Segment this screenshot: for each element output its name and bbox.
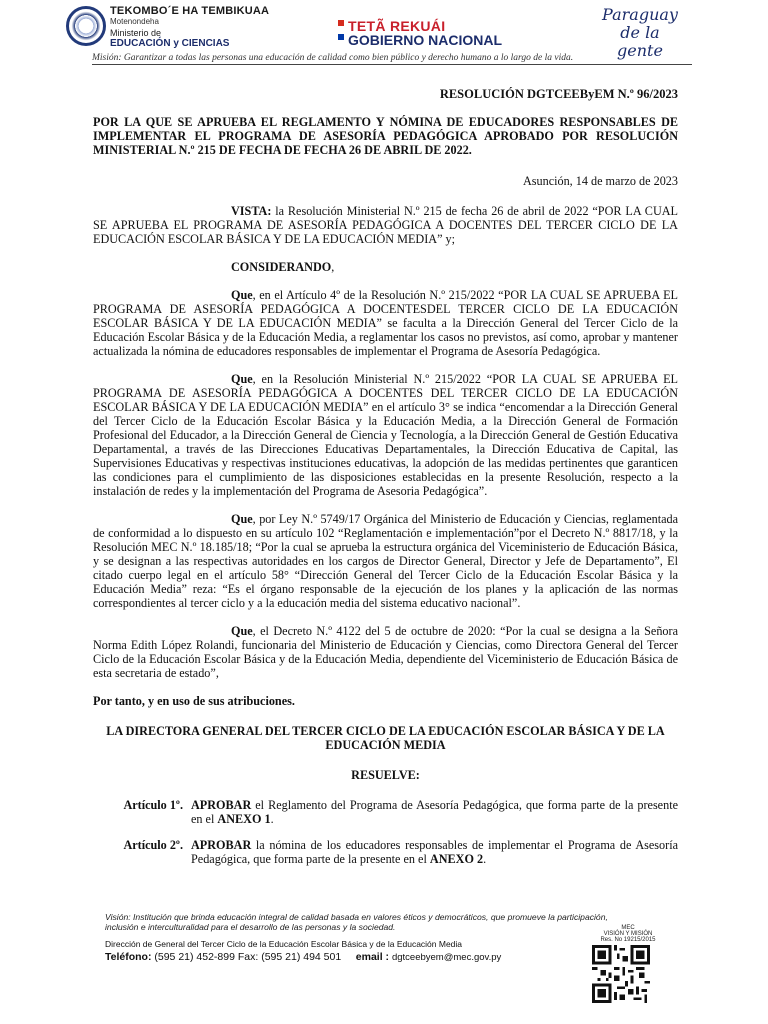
que-label: Que bbox=[231, 624, 253, 638]
que-paragraph-2 bbox=[93, 372, 678, 498]
que-paragraph-3 bbox=[93, 512, 678, 610]
mec-guarani-name: TEKOMBO´E HA TEMBIKUAA bbox=[110, 5, 270, 17]
mec-logo bbox=[110, 5, 269, 49]
vista-label: VISTA: bbox=[231, 204, 272, 218]
vision-statement: Visión: Institución que brinda educación integral de calidad basada en valores éticos y democráticos, que promueve la participación, inclusión e interculturalidad para el desarrollo de las personas y la sociedad. bbox=[105, 912, 608, 932]
mec-sub-name: Motenondeha bbox=[110, 17, 159, 26]
article-1-end: . bbox=[270, 812, 274, 826]
article-2-body bbox=[191, 838, 678, 866]
flag-red-square-icon bbox=[338, 20, 344, 26]
article-1-annex: ANEXO 1 bbox=[217, 812, 271, 826]
telefono-value: (595 21) 452-899 Fax: (595 21) 494 501 bbox=[151, 951, 342, 963]
resolution-body bbox=[93, 87, 678, 866]
slogan-line1: Paraguay bbox=[602, 5, 678, 24]
letterhead bbox=[0, 0, 768, 70]
slogan-line2: de la gente bbox=[617, 23, 663, 60]
vista-text: la Resolución Ministerial N.º 215 de fecha 26 de abril de 2022 “POR LA CUAL SE APRUEBA EL PROGRAMA DE ASESORÍA PEDAGÓGICA A DOCENTES DEL TERCER CICLO DE LA EDUCACIÓN ESCOLAR BÁSICA Y DE LA EDUCACIÓN MEDIA” y; bbox=[93, 204, 678, 246]
considerando-heading bbox=[93, 260, 678, 274]
resolution-number: RESOLUCIÓN DGTCEEByEM N.º 96/2023 bbox=[439, 87, 678, 101]
que-text-2: , en la Resolución Ministerial N.º 215/2022 “POR LA CUAL SE APRUEBA EL PROGRAMA DE ASESORÍA PEDAGÓGICA A DOCENTES DEL TERCER CICLO DE LA EDUCACIÓN ESCOLAR BÁSICA Y DE LA EDUCACIÓN MEDIA” en el artículo 3° se indica “encomendar a la Dirección General del Tercer Ciclo de la Educación Escolar Básica y la Educación Media, a la Dirección General de Formación Profesional del Educador, a la Dirección General de Ciencia y Tecnología, a la Dirección General de Gestión Educativa Departamental, a través de las Direcciones Educativas Departamentales, la Dirección Educativa de Capital, las Supervisiones Educativas y respectivas instituciones educativas, la adopción de las medidas pertinentes que garanticen las condiciones para el cumplimiento de las disposiciones establecidas en la presente Resolución, respecto a la instalación de redes y la implementación del Programa de Asesoria Pedagógica”. bbox=[93, 372, 678, 498]
directora-heading: LA DIRECTORA GENERAL DEL TERCER CICLO DE LA EDUCACIÓN ESCOLAR BÁSICA Y DE LA EDUCACIÓN MEDIA bbox=[106, 724, 665, 752]
qr-code-icon[interactable] bbox=[592, 945, 650, 1003]
email-value[interactable]: dgtceebyem@mec.gov.py bbox=[391, 952, 502, 963]
mission-statement: Misión: Garantizar a todas las personas una educación de calidad como bien público y derecho humano a lo largo de la vida. bbox=[92, 53, 692, 65]
paraguay-slogan-logo bbox=[600, 6, 680, 60]
article-2-label: Artículo 2º. bbox=[123, 838, 183, 852]
footer-direccion: Dirección de General del Tercer Ciclo de la Educación Escolar Básica y de la Educación Media bbox=[105, 939, 463, 949]
que-label: Que bbox=[231, 512, 253, 526]
qr-caption-1: MEC bbox=[621, 925, 635, 931]
gov-guarani-name: TETÃ REKUÁI bbox=[348, 18, 446, 34]
por-tanto: Por tanto, y en uso de sus atribuciones. bbox=[93, 694, 295, 708]
article-1-verb: APROBAR bbox=[191, 798, 252, 812]
article-2-annex: ANEXO 2 bbox=[429, 852, 484, 866]
qr-caption-2: VISIÓN Y MISIÓN bbox=[603, 931, 653, 937]
que-text-3: , por Ley N.º 5749/17 Orgánica del Ministerio de Educación y Ciencias, reglamentada de conformidad a lo dispuesto en su artículo 102 “Reglamentación e implementación”por el Decreto N.º 8817/18, y la Resolución MEC N.º 18.185/18; “Por la cual se aprueba la estructura orgánica del Viceministerio de Educación Básica, y se designan a las respectivas autoridades en los cargos de Director General, Director y Jefe de Departamento”, El citado cuerpo legal en el artículo 58° “Dirección General del Tercer Ciclo de la Educación Escolar Básica y la Educación Media” reza: “Es el órgano responsable de la ejecución de los planes y la aplicación de las normas correspondientes al tercer ciclo y a la educación media del sistema educativo nacional”. bbox=[93, 512, 678, 610]
gov-name: GOBIERNO NACIONAL bbox=[348, 32, 502, 48]
que-text-4: , el Decreto N.º 4122 del 5 de octubre de 2020: “Por la cual se designa a la Señora Norma Edith López Rolandi, funcionaria del Ministerio de Educación y Ciencias, como Directora General del Tercer Ciclo de la Educación Escolar Básica y de la Educación Media, dependiente del Viceministerio de Educación Básica de esta secretaria de estado”, bbox=[93, 624, 678, 680]
telefono-label: Teléfono: bbox=[105, 951, 152, 963]
considerando-tail: , bbox=[331, 260, 335, 274]
que-paragraph-4 bbox=[93, 624, 678, 680]
vista-paragraph bbox=[93, 204, 678, 246]
article-1 bbox=[93, 798, 678, 826]
article-2-end: . bbox=[483, 852, 487, 866]
ministry-seal-icon bbox=[66, 6, 106, 46]
que-text-1: , en el Artículo 4º de la Resolución N.º 215/2022 “POR LA CUAL SE APRUEBA EL PROGRAMA DE ASESORÍA PEDAGÓGICA A DOCENTESDEL TERCER CICLO DE LA EDUCACIÓN ESCOLAR BÁSICA Y DE LA EDUCACIÓN MEDIA” se faculta a la Dirección General del Tercer Ciclo de la Educación Escolar Básica y de la Educación Media, a reglamentar los casos no previstos, así como, aprobar y mantener actualizada la nómina de educadores responsables de implementar el Programa de Asesoría Pedagógica. bbox=[93, 288, 678, 358]
article-2-text: la nómina de los educadores responsables de implementar el Programa de Asesoría Pedagógica, que forma parte de la presente en el bbox=[191, 838, 678, 866]
article-1-text: el Reglamento del Programa de Asesoría Pedagógica, que forma parte de la presente en el bbox=[191, 798, 678, 826]
flag-blue-square-icon bbox=[338, 34, 344, 40]
que-label: Que bbox=[231, 372, 253, 386]
mec-ministry-line2: EDUCACIÓN y CIENCIAS bbox=[110, 38, 230, 49]
que-paragraph-1 bbox=[93, 288, 678, 358]
article-2-verb: APROBAR bbox=[191, 838, 252, 852]
considerando-label: CONSIDERANDO bbox=[231, 260, 332, 274]
que-label: Que bbox=[231, 288, 253, 302]
article-1-label: Artículo 1º. bbox=[123, 798, 183, 812]
article-1-body bbox=[191, 798, 678, 826]
qr-caption bbox=[588, 925, 668, 943]
article-2 bbox=[93, 838, 678, 866]
mec-ministry-line1: Ministerio de bbox=[110, 28, 162, 38]
resuelve-heading: RESUELVE: bbox=[351, 768, 420, 782]
qr-caption-3: Res. No 19215/2015 bbox=[600, 937, 656, 943]
email-label: email : bbox=[355, 951, 390, 963]
resolution-date: Asunción, 14 de marzo de 2023 bbox=[522, 174, 678, 188]
resolution-title: POR LA QUE SE APRUEBA EL REGLAMENTO Y NÓMINA DE EDUCADORES RESPONSABLES DE IMPLEMENTAR EL PROGRAMA DE ASESORÍA PEDAGÓGICA APROBADO POR RESOLUCIÓN MINISTERIAL N.º 215 DE FECHA DE FECHA 26 DE ABRIL DE 2022. bbox=[93, 115, 678, 157]
